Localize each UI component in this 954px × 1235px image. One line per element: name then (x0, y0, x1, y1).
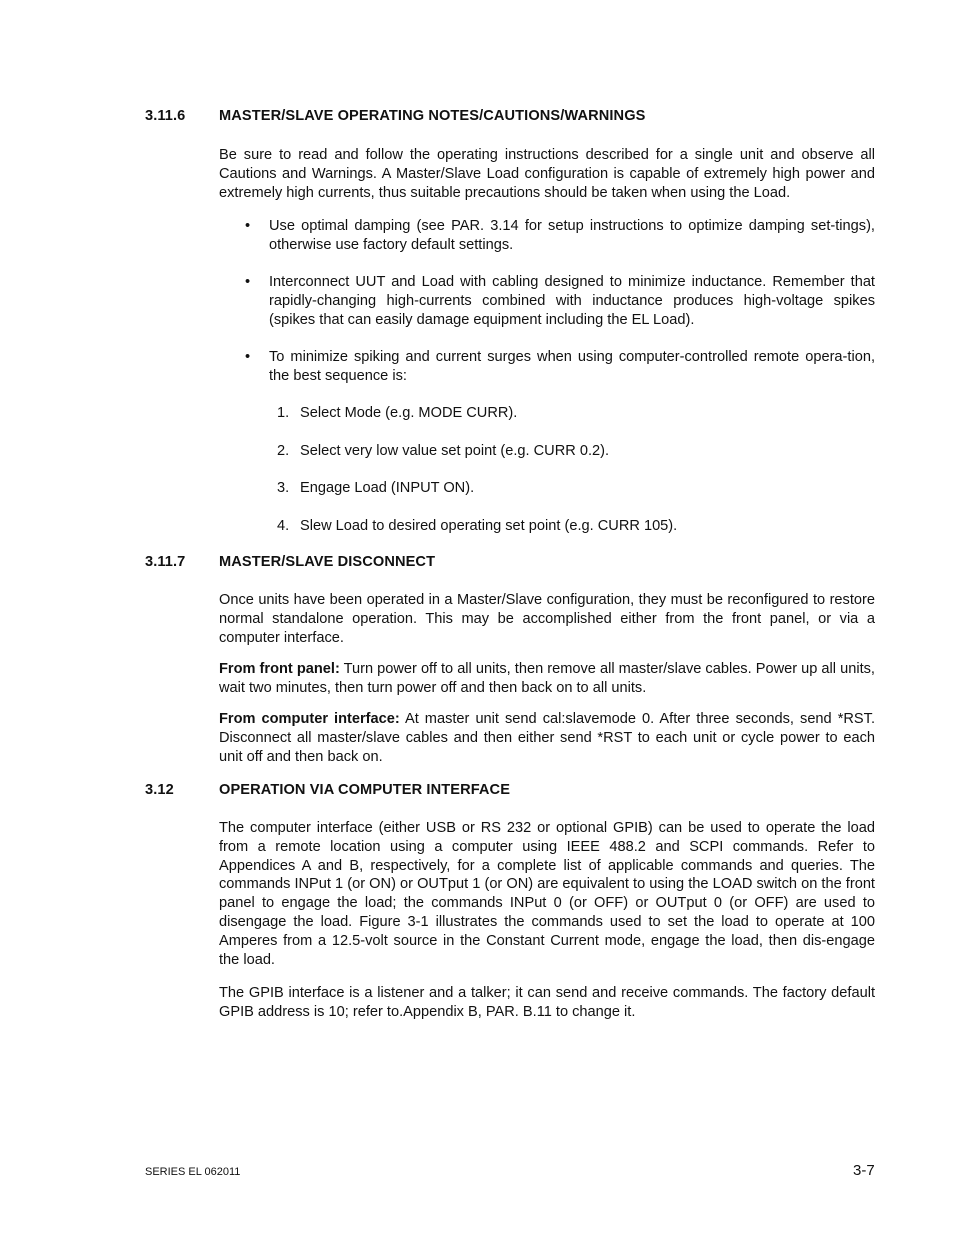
computer-interface-paragraph (219, 710, 875, 766)
step-number: 4. (277, 518, 290, 534)
front-panel-label: From front panel: (219, 661, 340, 677)
gpib-paragraph: The GPIB interface is a listener and a talker; it can send and receive commands. The factory default GPIB address is 10; refer to.Appendix B, PAR. B.11 to change it. (219, 985, 875, 1020)
computer-interface-label: From computer interface: (219, 711, 400, 727)
bullet-marker: • (245, 218, 251, 234)
bullet-text: To minimize spiking and current surges when using computer-controlled remote opera-tion, the best sequence is: (269, 349, 875, 384)
step-number: 2. (277, 443, 290, 459)
section-title: OPERATION VIA COMPUTER INTERFACE (219, 782, 511, 798)
section-title: MASTER/SLAVE OPERATING NOTES/CAUTIONS/WARNINGS (219, 108, 646, 124)
footer-series-label: SERIES EL 062011 (145, 1166, 241, 1178)
bullet-text: Interconnect UUT and Load with cabling designed to minimize inductance. Remember that rapidly-changing high-currents combined with inductance produces high-voltage spikes (spikes that can easily damage equipment including the EL Load). (269, 274, 875, 328)
step-text: Slew Load to desired operating set point (e.g. CURR 105). (300, 518, 678, 534)
section-title: MASTER/SLAVE DISCONNECT (219, 554, 436, 570)
front-panel-paragraph (219, 660, 875, 698)
bullet-marker: • (245, 349, 251, 365)
step-text: Select Mode (e.g. MODE CURR). (300, 405, 518, 421)
interface-paragraph: The computer interface (either USB or RS 232 or optional GPIB) can be used to operate the load from a remote location using a computer using IEEE 488.2 and SCPI commands. Refer to Appendices A and B, respectively, for a complete list of applicable commands and queries. The commands INPut 1 (or ON) or OUTput 1 (or ON) are equivalent to using the LOAD switch on the front panel to engage the load; the commands INPut 0 (or OFF) or OUTput 0 (or OFF) are used to disengage the load. Figure 3-1 illustrates the commands used to set the load to operate at 100 Amperes from a 12.5-volt source in the Constant Current mode, engage the load, then dis-engage the load. (219, 820, 875, 968)
bullet-marker: • (245, 274, 251, 290)
numbered-step (277, 517, 677, 536)
computer-interface-text: At master unit send cal:slavemode 0. After three seconds, send *RST. Disconnect all master/slave cables and then either send *RST to each unit or cycle power to each unit off and then back on. (219, 711, 876, 765)
step-number: 3. (277, 480, 290, 496)
section-number: 3.12 (145, 782, 174, 798)
numbered-step (277, 479, 474, 498)
numbered-step (277, 442, 609, 461)
intro-paragraph: Be sure to read and follow the operating instructions described for a single unit and observe all Cautions and Warnings. A Master/Slave Load configuration is capable of extremely high power and extremely high currents, thus suitable precautions should be taken when using the Load. (219, 147, 875, 201)
numbered-step (277, 404, 517, 423)
page-number: 3-7 (853, 1162, 875, 1179)
step-text: Engage Load (INPUT ON). (300, 480, 475, 496)
section-number: 3.11.7 (145, 554, 186, 570)
step-number: 1. (277, 405, 290, 421)
step-text: Select very low value set point (e.g. CURR 0.2). (300, 443, 610, 459)
front-panel-text: Turn power off to all units, then remove all master/slave cables. Power up all units, wait two minutes, then turn power off and then back on to all units. (219, 661, 875, 696)
section-number: 3.11.6 (145, 108, 186, 124)
disconnect-intro-paragraph: Once units have been operated in a Master/Slave configuration, they must be reconfigured to restore normal standalone operation. This may be accomplished either from the front panel, or via a computer interface. (219, 592, 875, 646)
bullet-text: Use optimal damping (see PAR. 3.14 for setup instructions to optimize damping set-tings), otherwise use factory default settings. (269, 218, 875, 253)
